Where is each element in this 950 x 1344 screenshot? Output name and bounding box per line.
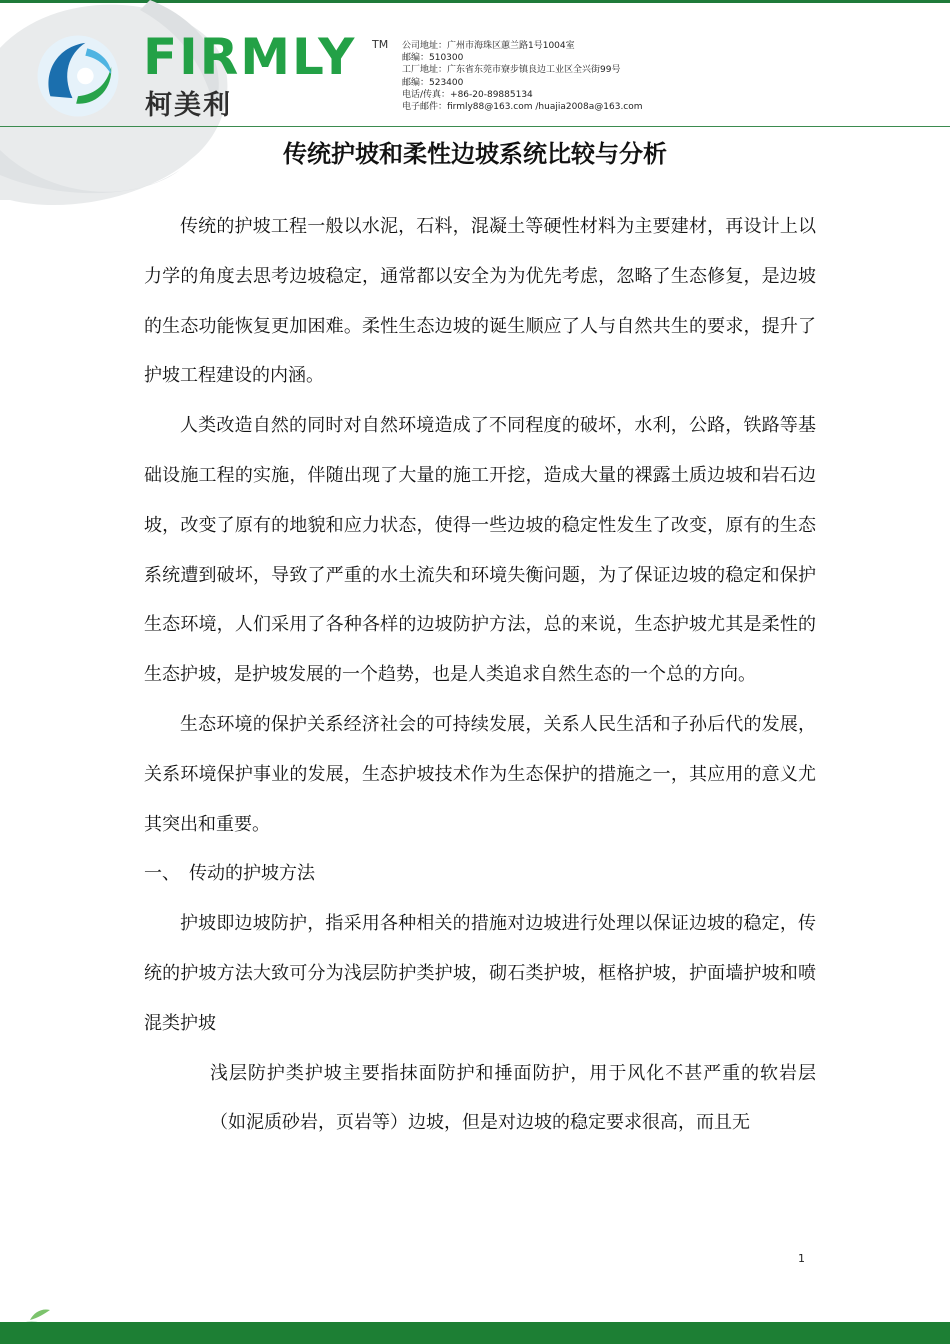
body-paragraph: 浅层防护类护坡主要指抹面防护和捶面防护，用于风化不甚严重的软岩层（如泥质砂岩，页岩等）边坡，但是对边坡的稳定要求很高，而且无 [210, 1062, 816, 1134]
body-paragraph: 人类改造自然的同时对自然环境造成了不同程度的破坏，水利，公路，铁路等基础设施工程的实施，伴随出现了大量的施工开挖，造成大量的裸露土质边坡和岩石边坡，改变了原有的地貌和应力状态，使得一些边坡的稳定性发生了改变，原有的生态系统遭到破坏，导致了严重的水土流失和环境失衡问题，为了保证边坡的稳定和保护生态环境，人们采用了各种各样的边坡防护方法，总的来说，生态护坡尤其是柔性的生态护坡，是护坡发展的一个趋势，也是人类追求自然生态的一个总的方向。 [144, 415, 816, 686]
contact-line: 邮编：523400 [402, 77, 464, 88]
document-body [144, 202, 816, 1148]
contact-line: 电话/传真：+86-20-89885134 [402, 89, 533, 100]
header-divider [0, 126, 950, 127]
brand-chinese-name: 柯美利 [145, 90, 232, 121]
section-heading: 一、 传动的护坡方法 [144, 863, 315, 885]
contact-line: 邮编：510300 [402, 53, 464, 64]
firmly-logo-emblem [32, 30, 124, 122]
contact-line: 电子邮件：firmly88@163.com /huajia2008a@163.com [402, 102, 643, 113]
contact-line: 公司地址：广州市海珠区蕙兰路1号1004室 [402, 41, 575, 51]
page-number: 1 [798, 1252, 805, 1265]
trademark-symbol: TM [372, 38, 389, 51]
body-paragraph: 传统的护坡工程一般以水泥，石料，混凝土等硬性材料为主要建材，再设计上以力学的角度去思考边坡稳定，通常都以安全为为优先考虑，忽略了生态修复，是边坡的生态功能恢复更加困难。柔性生态边坡的诞生顺应了人与自然共生的要求，提升了护坡工程建设的内涵。 [144, 216, 816, 387]
body-paragraph: 生态环境的保护关系经济社会的可持续发展，关系人民生活和子孙后代的发展，关系环境保护事业的发展，生态护坡技术作为生态保护的措施之一，其应用的意义尤其突出和重要。 [144, 713, 816, 835]
company-contact-block [402, 40, 643, 113]
footer-bar [0, 1322, 950, 1344]
contact-line: 工厂地址：广东省东莞市寮步镇良边工业区全兴街99号 [402, 65, 621, 76]
brand-wordmark: FIRMLY [143, 28, 357, 86]
document-title: 传统护坡和柔性边坡系统比较与分析 [283, 140, 667, 168]
body-paragraph: 护坡即边坡防护，指采用各种相关的措施对边坡进行处理以保证边坡的稳定，传统的护坡方法大致可分为浅层防护类护坡，砌石类护坡，框格护坡，护面墙护坡和喷混类护坡 [144, 913, 816, 1034]
